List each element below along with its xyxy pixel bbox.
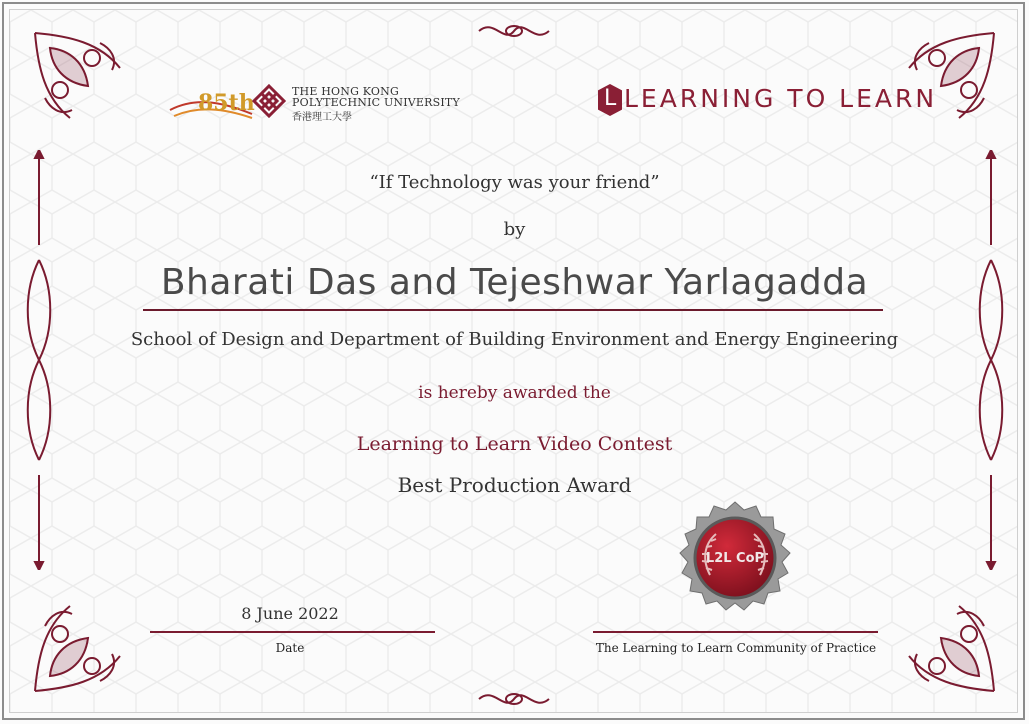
university-name-line1: THE HONG KONG — [292, 85, 399, 98]
bottom-flourish-icon — [474, 684, 554, 714]
date-line — [150, 631, 435, 633]
university-name — [292, 86, 460, 108]
anniversary-label: 85th — [198, 90, 255, 116]
work-title: “If Technology was your friend” — [369, 172, 660, 193]
signatory-label: The Learning to Learn Community of Practice — [595, 641, 877, 655]
right-side-ornament-icon — [974, 150, 1008, 570]
university-name-line2: POLYTECHNIC UNIVERSITY — [292, 96, 460, 109]
contest-name: Learning to Learn Video Contest — [356, 433, 673, 455]
department: School of Design and Department of Building Environment and Energy Engineering — [130, 329, 899, 350]
polyu-emblem-icon — [252, 84, 286, 118]
recipient-names: Bharati Das and Tejeshwar Yarlagadda — [160, 262, 869, 303]
corner-ornament-top-left-icon — [30, 28, 130, 128]
corner-ornament-top-right-icon — [899, 28, 999, 128]
corner-ornament-bottom-left-icon — [30, 596, 130, 696]
recipient-underline — [143, 309, 883, 311]
university-name-chinese: 香港理工大學 — [292, 112, 352, 123]
program-logo-text — [624, 84, 937, 113]
program-logo-label: LEARNING TO LEARN — [624, 84, 938, 113]
signature-line — [593, 631, 878, 633]
date-label: Date — [275, 641, 305, 655]
top-flourish-icon — [474, 16, 554, 46]
by-label: by — [503, 219, 526, 240]
seal-text: L2L CoP — [705, 551, 765, 566]
program-logo-badge-letter: L — [604, 86, 617, 111]
awarded-statement: is hereby awarded the — [418, 383, 611, 403]
corner-ornament-bottom-right-icon — [899, 596, 999, 696]
award-name: Best Production Award — [397, 473, 632, 497]
left-side-ornament-icon — [22, 150, 56, 570]
date-value: 8 June 2022 — [241, 604, 339, 623]
